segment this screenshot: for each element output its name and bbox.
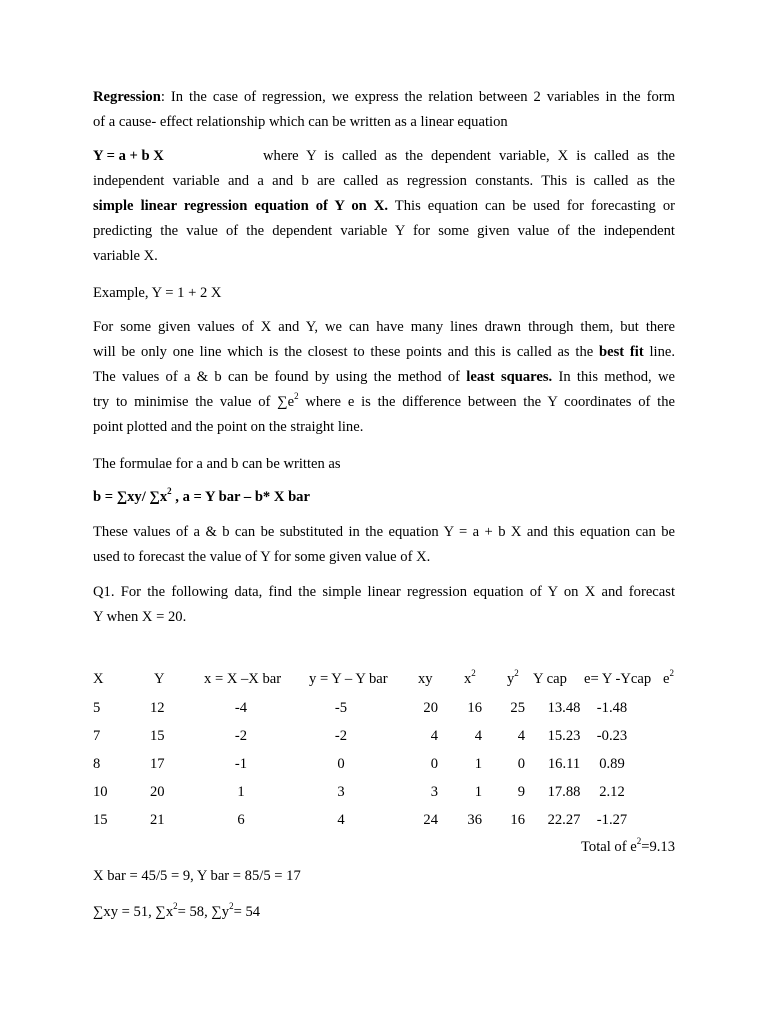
table-cell: -1.27	[596, 812, 628, 828]
col-header-e2: $e^2$	[663, 668, 674, 687]
best-fit-term: best fit	[599, 344, 644, 360]
table-cell: 20	[423, 700, 438, 716]
table-cell: 2.12	[599, 784, 625, 800]
table-cell: 9	[517, 784, 525, 800]
least-squares-term: least squares.	[466, 369, 553, 385]
table-cell: 15	[93, 812, 108, 828]
equation-paragraph: Y = a + b X where Y is called as the dependent variable, X is called as the independent variable and a and b are called as regression constants. This is called as the simple linear regression equation of Y on X. This equation can be used for forecasting or predicting the value of the dependent variable Y for some given value of the independent variable X.	[93, 144, 675, 269]
table-cell: 6	[237, 812, 245, 828]
table-cell: 15	[150, 728, 165, 744]
table-cell: 3	[430, 784, 438, 800]
table-cell: 0	[430, 756, 438, 772]
col-header-x-dev: x = X –X bar	[204, 671, 282, 687]
col-header-xy: xy	[418, 671, 433, 687]
table-cell: 25	[510, 700, 525, 716]
table-cell: -1.48	[596, 700, 628, 716]
table-cell: 8	[93, 756, 101, 772]
equation-formula: Y = a + b X	[93, 148, 164, 164]
col-header-ycap: Y cap	[533, 671, 567, 687]
table-cell: 7	[93, 728, 101, 744]
regression-heading: Regression	[93, 89, 161, 105]
table-cell: 36	[467, 812, 482, 828]
table-cell: -5	[334, 700, 348, 716]
table-cell: -2	[334, 728, 348, 744]
table-cell: 20	[150, 784, 165, 800]
intro-paragraph: Regression: In the case of regression, we express the relation between 2 variables in the form of a cause- effect relationship which can be written as a linear equation	[93, 89, 675, 130]
table-cell: -1	[234, 756, 248, 772]
table-cell: 12	[150, 700, 165, 716]
col-header-y2: $y^2$	[507, 668, 519, 687]
table-cell: 24	[423, 812, 438, 828]
sums-line: ∑xy = 51, $\sum x^2= 58$, $\sum y^2= 54$	[93, 901, 261, 920]
table-cell: -0.23	[596, 728, 628, 744]
col-header-error: e= Y -Ycap	[584, 671, 652, 687]
table-cell: 16.11	[547, 756, 581, 772]
table-cell: 17	[150, 756, 165, 772]
col-header-X: X	[93, 671, 104, 687]
table-cell: 16	[510, 812, 525, 828]
col-header-x2: $x^2$	[464, 668, 476, 687]
table-cell: 4	[337, 812, 345, 828]
table-cell: 1	[237, 784, 245, 800]
table-cell: 1	[474, 784, 482, 800]
table-cell: -4	[234, 700, 248, 716]
simple-linear-regression-term: simple linear regression equation of Y on X.	[93, 198, 389, 214]
table-cell: 0	[517, 756, 525, 772]
means-line: X bar = 45/5 = 9, Y bar = 85/5 = 17	[93, 868, 301, 884]
least-squares-paragraph: For some given values of X and Y, we can have many lines drawn through them, but there will be only one line which is the closest to these points and this is called as the best fit line. The values of a & b can be found by using the method of least squares. In this method, we try to minimise the value of $\sum e^2$ where e is the difference between the Y coordinates of the point plotted and the point on the straight line.	[93, 319, 676, 435]
table-cell: 17.88	[547, 784, 581, 800]
table-cell: 1	[474, 756, 482, 772]
table-cell: 15.23	[547, 728, 581, 744]
substitute-paragraph: These values of a & b can be substituted in the equation Y = a + b X and this equation can be used to forecast the value of Y for some given value of X.	[93, 524, 675, 565]
table-cell: 21	[150, 812, 165, 828]
col-header-Y: Y	[154, 671, 165, 687]
table-cell: 4	[430, 728, 438, 744]
table-cell: 0	[337, 756, 345, 772]
table-cell: 5	[93, 700, 101, 716]
example-line: Example, Y = 1 + 2 X	[93, 285, 222, 301]
question-paragraph: Q1. For the following data, find the simple linear regression equation of Y on X and forecast Y when X = 20.	[93, 584, 675, 625]
table-cell: -2	[234, 728, 248, 744]
table-cell: 4	[517, 728, 525, 744]
table-cell: 4	[474, 728, 482, 744]
table-cell: 10	[93, 784, 108, 800]
table-cell: 13.48	[547, 700, 581, 716]
total-e2: Total of $e^2=9.13$	[581, 836, 675, 855]
table-cell: 22.27	[547, 812, 581, 828]
formulae-intro: The formulae for a and b can be written as	[93, 456, 341, 472]
table-cell: 0.89	[599, 756, 625, 772]
ab-formula: b = ∑xy/ $\sum x^2$ , a = Y bar – b* X bar	[93, 486, 310, 505]
table-cell: 3	[337, 784, 345, 800]
col-header-y-dev: y = Y – Y bar	[309, 671, 388, 687]
table-cell: 16	[467, 700, 482, 716]
